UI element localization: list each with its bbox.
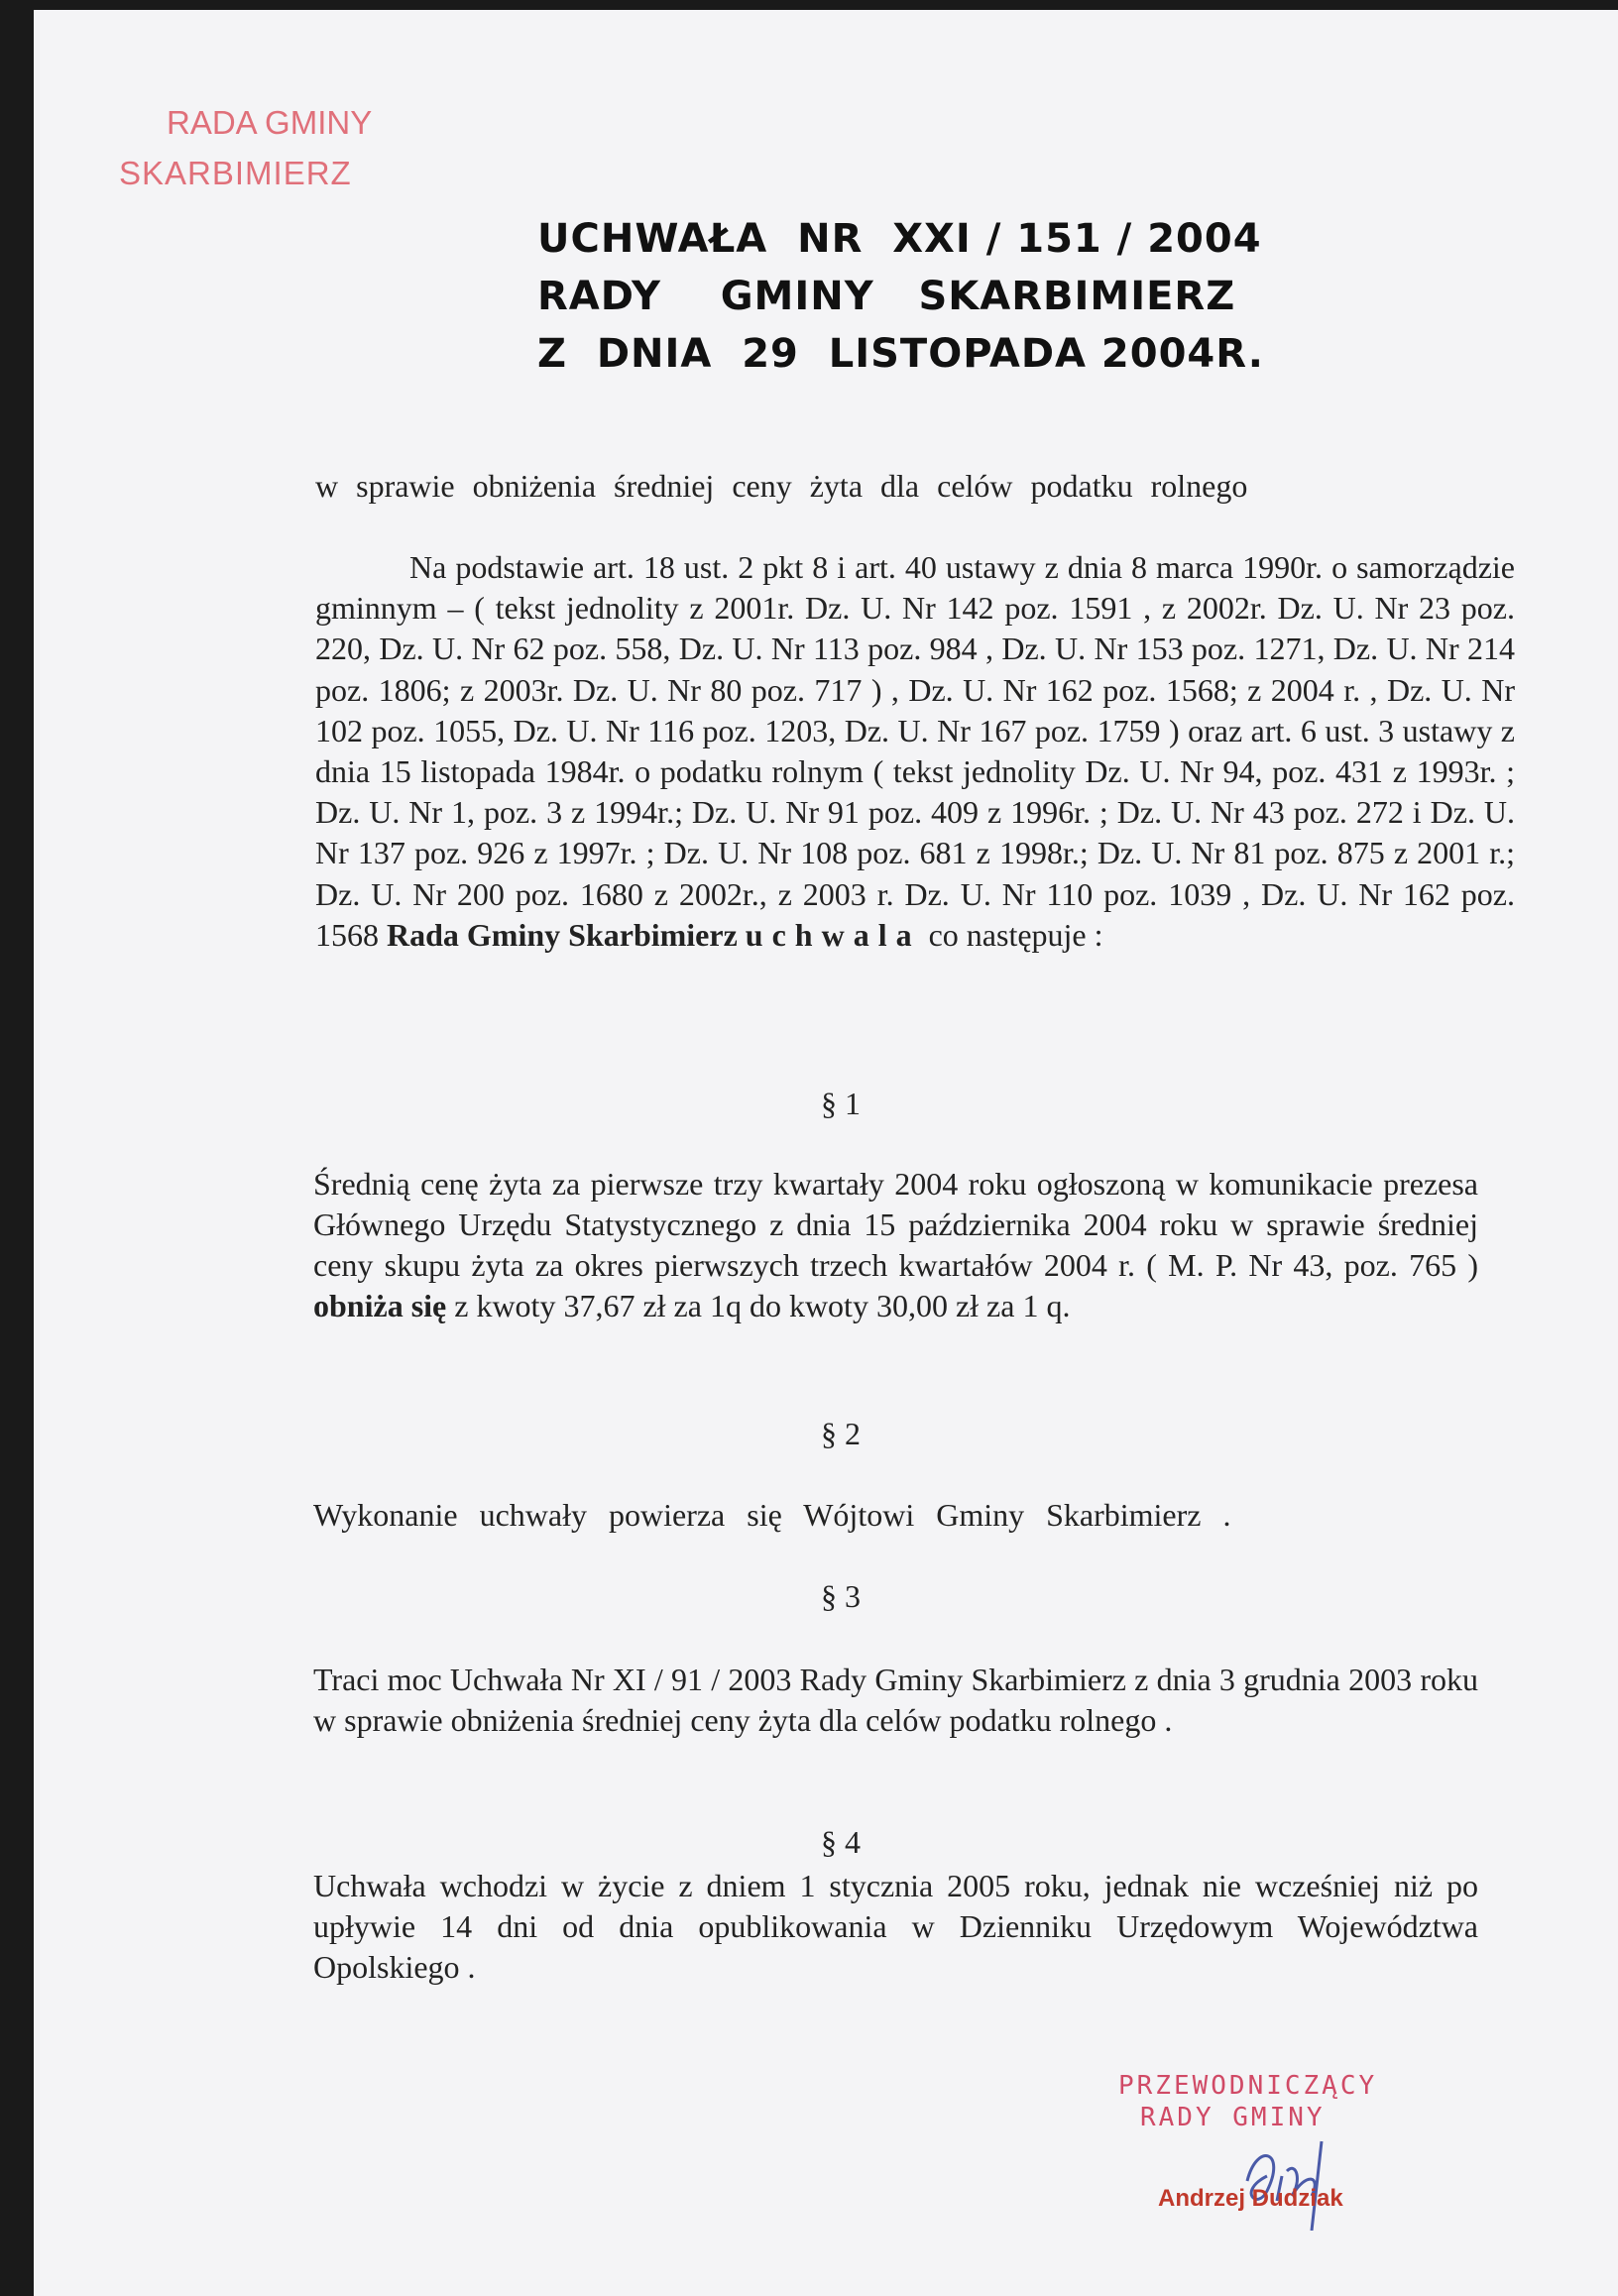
stamp-line-1: RADA GMINY (167, 104, 373, 141)
section-1-end: z kwoty 37,67 zł za 1q do kwoty 30,00 zł za 1 q. (454, 1288, 1071, 1323)
preamble-ending: co następuje : (928, 916, 1103, 953)
section-4-text: Uchwała wchodzi w życie z dniem 1 stycznia 2005 roku, jednak nie wcześniej niż po upływie 14 dni od dnia opublikowania w Dzienniku Urzędowym Województwa Opolskiego . (313, 1868, 1478, 1985)
section-2-text: Wykonanie uchwały powierza się Wójtowi Gminy Skarbimierz . (313, 1497, 1231, 1533)
section-1-body: Średnią cenę żyta za pierwsze trzy kwartały 2004 roku ogłoszoną w komunikacie prezesa Głównego Urzędu Statystycznego z dnia 15 października 2004 roku w sprawie średniej ceny skupu żyta za okres pierwszych trzech kwartałów 2004 r. ( M. P. Nr 43, poz. 765 ) (313, 1166, 1478, 1283)
resolution-title (537, 210, 1264, 383)
section-1-text (313, 1164, 1478, 1326)
signature-mark (1227, 2122, 1376, 2231)
preamble-text: Na podstawie art. 18 ust. 2 pkt 8 i art. 40 ustawy z dnia 8 marca 1990r. o samorządzie gminnym – ( tekst jednolity z 2001r. Dz. U. Nr 142 poz. 1591 , z 2002r. Dz. U. Nr 23 poz. 220, Dz. U. Nr 62 poz. 558, Dz. U. Nr 113 poz. 984 , Dz. U. Nr 153 poz. 1271, Dz. U. Nr 214 poz. 1806; z 2003r. Dz. U. Nr 80 poz. 717 ) , Dz. U. Nr 162 poz. 1568; z 2004 r. , Dz. U. Nr 102 poz. 1055, Dz. U. Nr 116 poz. 1203, Dz. U. Nr 167 poz. 1759 ) oraz art. 6 ust. 3 ustawy z dnia 15 listopada 1984r. o podatku rolnym ( tekst jednolity Dz. U. Nr 94, poz. 431 z 1993r. ; Dz. U. Nr 1, poz. 3 z 1994r.; Dz. U. Nr 91 poz. 409 z 1996r. ; Dz. U. Nr 43 poz. 272 i Dz. U. Nr 137 poz. 926 z 1997r. ; Dz. U. Nr 108 poz. 681 z 1998r.; Dz. U. Nr 81 poz. 875 z 2001 r.; Dz. U. Nr 200 poz. 1680 z 2002r., z 2003 r. Dz. U. Nr 110 poz. 1039 , Dz. U. Nr 162 poz. 1568 (315, 549, 1515, 953)
resolution-subject: w sprawie obniżenia średniej ceny żyta dla celów podatku rolnego (315, 468, 1248, 504)
title-line-2: RADY GMINY SKARBIMIERZ (537, 274, 1236, 319)
council-stamp (119, 101, 476, 195)
section-2-label: § 2 (821, 1416, 861, 1451)
preamble (315, 547, 1515, 956)
title-line-1: UCHWAŁA NR XXI / 151 / 2004 (537, 216, 1262, 262)
section-3-label: § 3 (821, 1578, 861, 1614)
chairman-name: Andrzej Dudziak (1158, 2185, 1343, 2212)
chairman-stamp-line-2: RADY GMINY (1140, 2103, 1326, 2132)
section-1-label: § 1 (821, 1086, 861, 1121)
chairman-stamp-line-1: PRZEWODNICZĄCY (1118, 2071, 1378, 2101)
resolves-word: uchwala (745, 916, 921, 953)
council-name: Rada Gminy Skarbimierz (387, 916, 738, 953)
section-1-bold: obniża się (313, 1288, 447, 1323)
section-4-label: § 4 (821, 1824, 861, 1860)
section-3-text: Traci moc Uchwała Nr XI / 91 / 2003 Rady Gminy Skarbimierz z dnia 3 grudnia 2003 roku w sprawie obniżenia średniej ceny żyta dla celów podatku rolnego . (313, 1662, 1478, 1738)
stamp-line-2: SKARBIMIERZ (119, 154, 352, 191)
title-line-3: Z DNIA 29 LISTOPADA 2004R. (537, 331, 1264, 377)
